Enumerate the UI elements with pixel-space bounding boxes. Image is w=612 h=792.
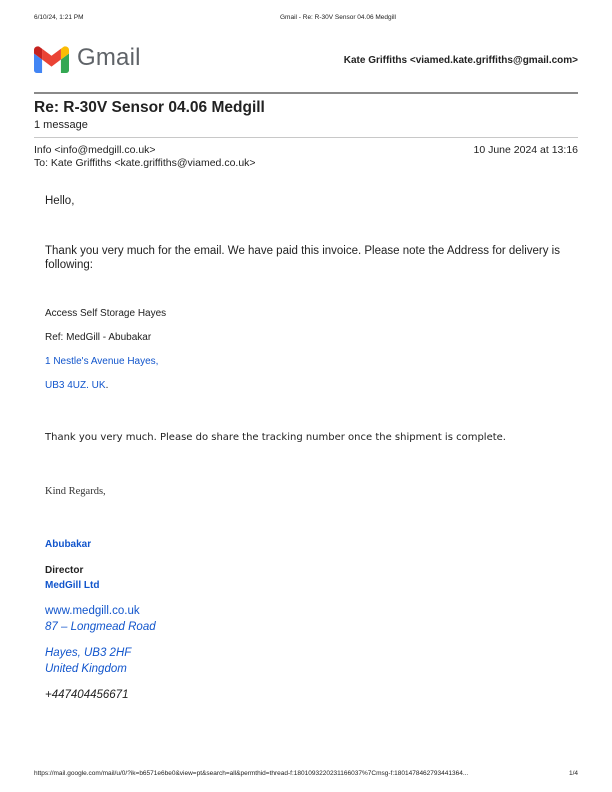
address-line-2: Ref: MedGill - Abubakar — [45, 332, 152, 343]
signature-address-1[interactable]: 87 – Longmead Road — [45, 621, 156, 633]
signature-website-link[interactable]: www.medgill.co.uk — [45, 605, 140, 617]
recipient: To: Kate Griffiths <kate.griffiths@viamed.co.uk> — [34, 157, 256, 169]
address-link-street[interactable]: 1 Nestle's Avenue Hayes, — [45, 356, 159, 367]
message-count: 1 message — [34, 119, 88, 131]
signature-name: Abubakar — [45, 539, 92, 550]
account-email: Kate Griffiths <viamed.kate.griffiths@gmail.com> — [343, 55, 578, 66]
signature-company: MedGill Ltd — [45, 580, 100, 591]
print-page-title: Gmail - Re: R-30V Sensor 04.06 Medgill — [280, 14, 396, 21]
greeting: Hello, — [45, 195, 75, 207]
body-paragraph: Thank you very much for the email. We have paid this invoice. Please note the Address for delivery is following: — [45, 245, 560, 271]
signature-title: Director — [45, 565, 84, 576]
print-page-number: 1/4 — [568, 770, 578, 777]
address-line-1: Access Self Storage Hayes — [45, 308, 167, 319]
subject-divider — [34, 137, 578, 138]
address-period: . — [105, 380, 109, 391]
gmail-wordmark: Gmail — [77, 44, 141, 71]
thread-subject: Re: R-30V Sensor 04.06 Medgill — [34, 99, 265, 116]
message-date: 10 June 2024 at 13:16 — [473, 144, 578, 156]
print-url: https://mail.google.com/mail/u/0/?ik=b6571e6be0&view=pt&search=all&permthid=thread-f:1801093220231166037%7Cmsg-f:18014784627934413​64... — [34, 770, 469, 777]
signature-phone: +447404456671 — [45, 689, 129, 701]
closing: Kind Regards, — [45, 486, 106, 497]
header-divider — [34, 92, 578, 94]
sender: Info <info@medgill.co.uk> — [34, 144, 156, 156]
address-link-postcode[interactable]: UB3 4UZ. UK — [45, 380, 106, 391]
thanks-line: Thank you very much. Please do share the tracking number once the shipment is complete. — [45, 432, 506, 443]
signature-country[interactable]: United Kingdom — [45, 663, 127, 675]
gmail-logo-icon — [34, 46, 69, 73]
address-line-4 — [45, 380, 108, 391]
print-datetime: 6/10/24, 1:21 PM — [34, 14, 84, 21]
signature-address-2[interactable]: Hayes, UB3 2HF — [45, 647, 132, 659]
